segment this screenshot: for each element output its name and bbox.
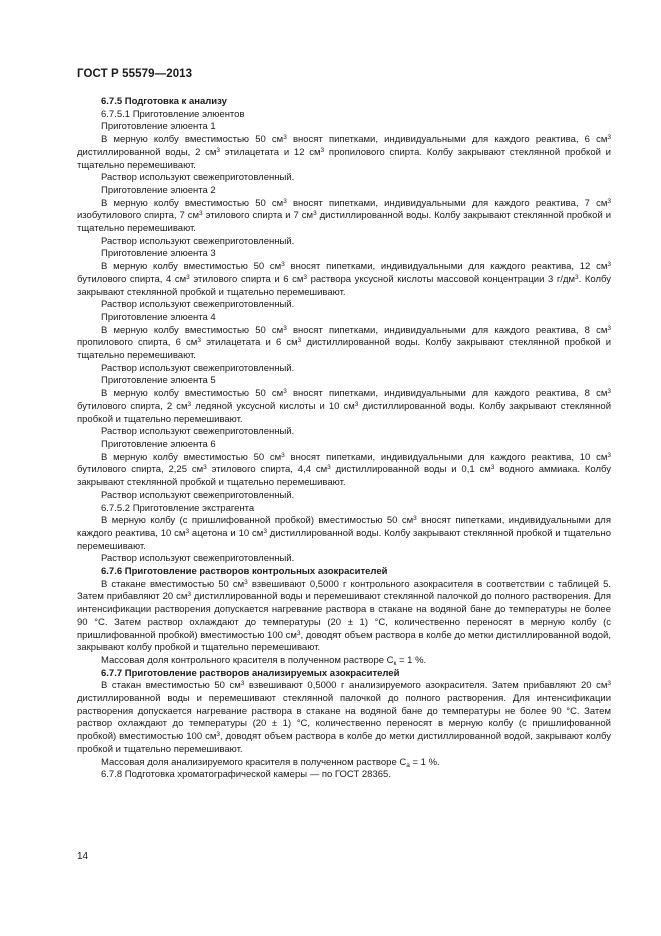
paragraph: В мерную колбу вместимостью 50 $см^3$ вносят пипетками, индивидуальными для каждого реактива, 12 $см^3$ бутилового спирта, 4 $см^3$ этилового спирта и 6 $см^3$ раствора уксусной кислоты массовой концентрации 3 $г/дм^3$. Колбу закрывают стеклянной пробкой и тщательно перемешивают. bbox=[77, 261, 612, 298]
paragraph: Приготовление элюента 3 bbox=[101, 248, 216, 260]
section-heading: 6.7.5 Подготовка к анализу bbox=[101, 96, 227, 107]
paragraph: В мерную колбу вместимостью 50 $см^3$ вносят пипетками, индивидуальными для каждого реактива, 7 $см^3$ изобутилового спирта, 7 $см^3$ этилового спирта и 7 $см^3$ дистиллированной воды. Колбу закрывают стеклянной пробкой и тщательно перемешивают. bbox=[77, 197, 612, 235]
paragraph: Приготовление элюента 5 bbox=[101, 375, 216, 387]
paragraph: В мерную колбу вместимостью 50 $см^3$ вносят пипетками, индивидуальными для каждого реактива, 6 $см^3$ дистиллированной воды, 2 $см^3$ этилацетата и 12 $см^3$ пропилового спирта. Колбу закрывают стеклянной пробкой и тщательно перемешивают. bbox=[77, 134, 611, 171]
document-body bbox=[77, 96, 611, 782]
paragraph: Раствор используют свежеприготовленный. bbox=[101, 426, 295, 438]
paragraph: Раствор используют свежеприготовленный. bbox=[101, 299, 295, 311]
paragraph: В мерную колбу вместимостью 50 $см^3$ вносят пипетками, индивидуальными для каждого реактива, 10 $см^3$ бутилового спирта, 2,25 $см^3$ этилового спирта, 4,4 $см^3$ дистиллированной воды и 0,1 $см^3$ водного аммиака. Колбу закрывают стеклянной пробкой и тщательно перемешивают. bbox=[77, 451, 611, 489]
paragraph: В мерную колбу вместимостью 50 $см^3$ вносят пипетками, индивидуальными для каждого реактива, 8 $см^3$ пропилового спирта, 6 $см^3$ этилацетата и 6 $см^3$ дистиллированной воды. Колбу закрывают стеклянной пробкой и тщательно перемешивают. bbox=[77, 324, 612, 362]
paragraph: Раствор используют свежеприготовленный. bbox=[101, 362, 295, 374]
paragraph: 6.7.8 Подготовка хроматографической камеры — по ГОСТ 28365. bbox=[101, 769, 391, 781]
paragraph: Приготовление элюента 1 bbox=[101, 121, 216, 133]
paragraph: В стакане вместимостью 50 $см^3$ взвешивают 0,5000 г контрольного азокрасителя в соответствии с таблицей 5. Затем прибавляют 20 $см^3$ дистиллированной воды и перемешивают стеклянной палочкой до полного растворения. Для интенсификации растворения допускается нагревание раствора в стакане на водяной бане до температуры не более 90 °С. Затем раствор охлаждают до температуры (20 ± 1) °С, количественно переносят в мерную колбу (с пришлифованной пробкой) вместимостью 100 $см^3$, доводят объем раствора в колбе до метки дистиллированной водой, закрывают колбу пробкой и тщательно перемешивают. bbox=[77, 578, 611, 654]
paragraph: Приготовление элюента 4 bbox=[101, 311, 216, 323]
paragraph: Массовая доля контрольного красителя в полученном растворе $С_к = 1$ %. bbox=[101, 654, 427, 667]
paragraph: Массовая доля анализируемого красителя в полученном растворе $С_а = 1$ %. bbox=[101, 756, 440, 769]
document-header: ГОСТ Р 55579—2013 bbox=[77, 68, 193, 80]
paragraph: 6.7.5.2 Приготовление экстрагента bbox=[101, 502, 255, 514]
paragraph: В стакан вместимостью 50 $см^3$ взвешивают 0,5000 г анализируемого азокрасителя. Затем прибавляют 20 $см^3$ дистиллированной воды и перемешивают стеклянной палочкой до полного растворения. Для интенсификации растворения допускается нагревание раствора в стакане на водяной бане до температуры не более 90 °С. Затем раствор охлаждают до температуры (20 ± 1) °С, количественно переносят в мерную колбу (с пришлифованной пробкой) вместимостью 100 $см^3$, доводят объем раствора в колбе до метки дистиллированной водой, закрывают колбу пробкой и тщательно перемешивают. bbox=[77, 680, 612, 755]
paragraph: В мерную колбу вместимостью 50 $см^3$ вносят пипетками, индивидуальными для каждого реактива, 8 $см^3$ бутилового спирта, 2 $см^3$ ледяной уксусной кислоты и 10 $см^3$ дистиллированной воды. Колбу закрывают стеклянной пробкой и тщательно перемешивают. bbox=[77, 388, 612, 425]
paragraph: Раствор используют свежеприготовленный. bbox=[101, 553, 295, 565]
paragraph: Раствор используют свежеприготовленный. bbox=[101, 172, 295, 184]
paragraph: Приготовление элюента 2 bbox=[101, 184, 216, 196]
paragraph: Раствор используют свежеприготовленный. bbox=[101, 489, 295, 501]
paragraph: Приготовление элюента 6 bbox=[101, 438, 216, 450]
paragraph: Раствор используют свежеприготовленный. bbox=[101, 235, 295, 247]
section-heading: 6.7.7 Приготовление растворов анализируемых азокрасителей bbox=[101, 667, 400, 679]
page-number: 14 bbox=[77, 851, 89, 862]
paragraph: 6.7.5.1 Приготовление элюентов bbox=[101, 108, 245, 120]
section-heading: 6.7.6 Приготовление растворов контрольных азокрасителей bbox=[101, 566, 388, 578]
paragraph: В мерную колбу (с пришлифованной пробкой) вместимостью 50 $см^3$ вносят пипетками, индивидуальными для каждого реактива, 10 $см^3$ ацетона и 10 $см^3$ дистиллированной воды. Колбу закрывают стеклянной пробкой и тщательно перемешивают. bbox=[77, 515, 612, 552]
